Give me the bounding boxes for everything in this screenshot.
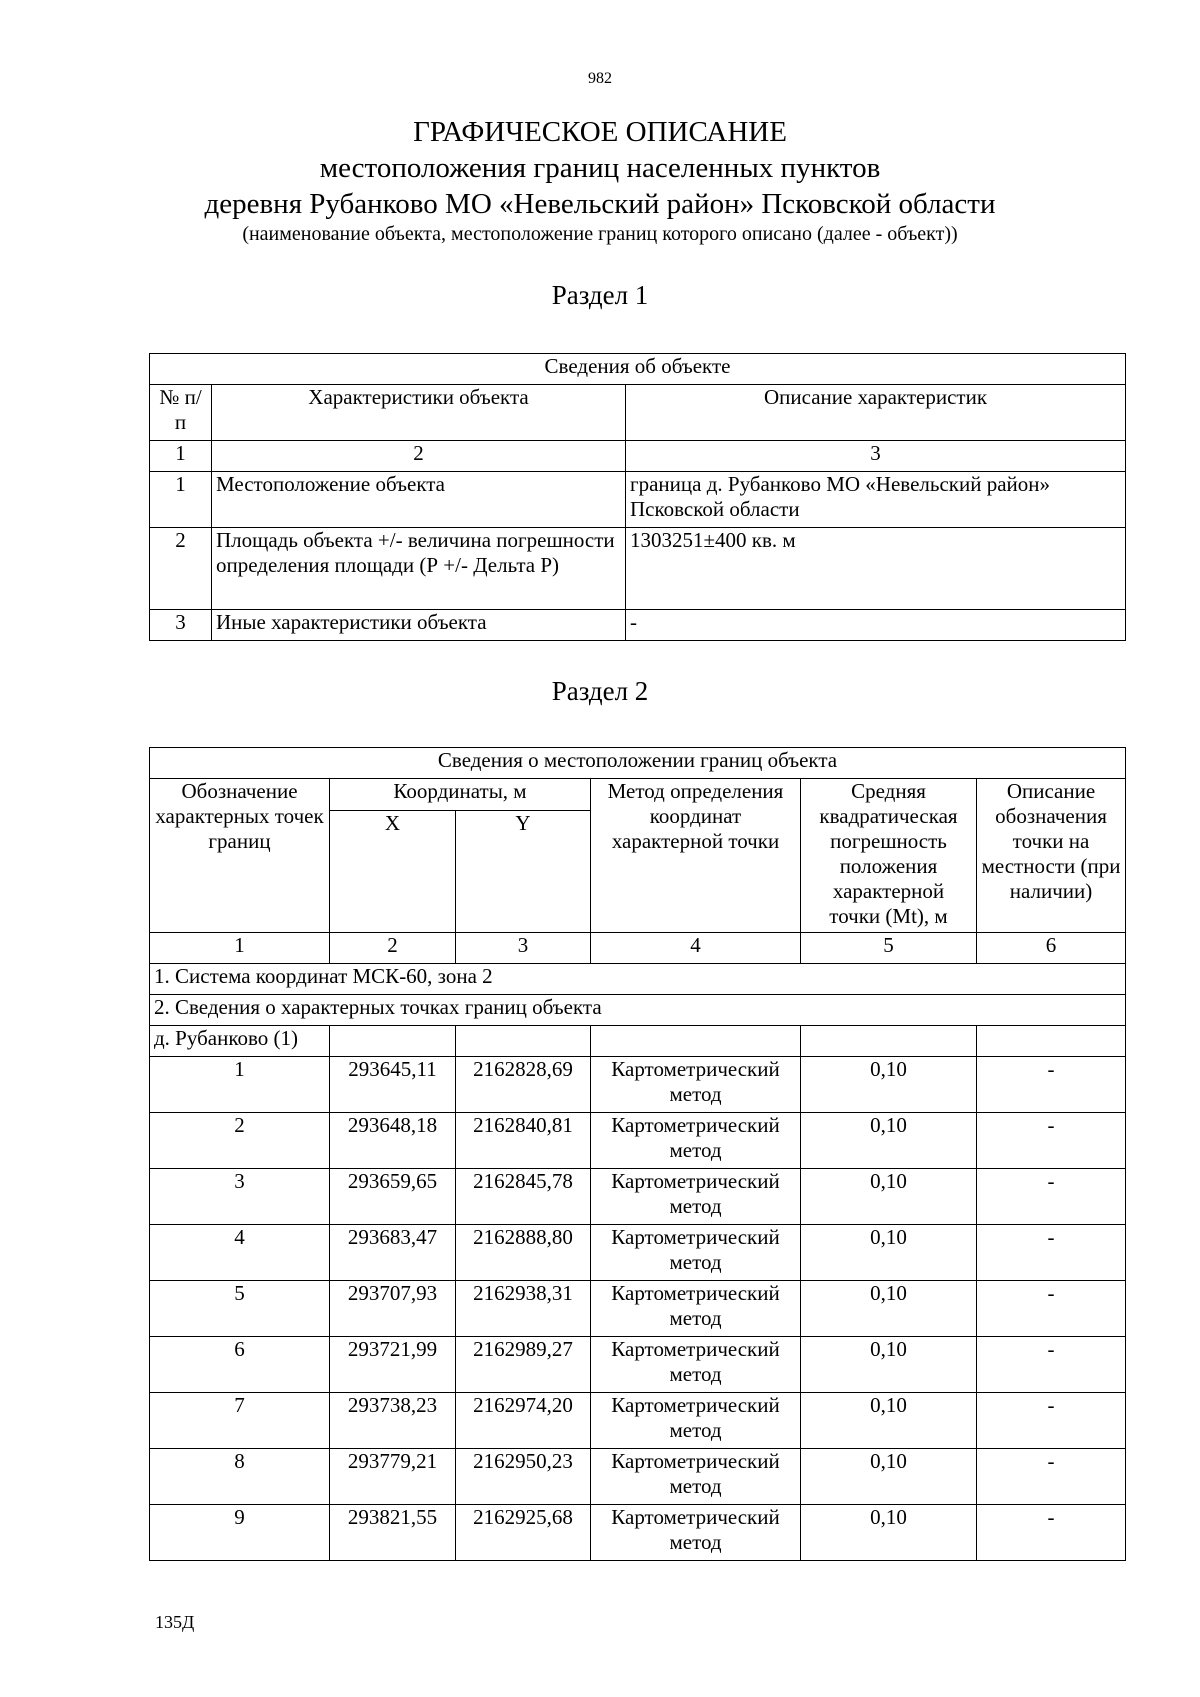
col-number: 2	[212, 441, 626, 472]
error-value: 0,10	[801, 1225, 977, 1281]
point-description: -	[977, 1113, 1126, 1169]
coord-y: 2162938,31	[456, 1281, 591, 1337]
point-number: 2	[150, 1113, 330, 1169]
point-description: -	[977, 1281, 1126, 1337]
error-value: 0,10	[801, 1393, 977, 1449]
header-x: X	[330, 811, 456, 933]
col-number: 4	[591, 933, 801, 964]
method: Картометрический метод	[591, 1449, 801, 1505]
header-point: Обозначение характерных точек границ	[150, 779, 330, 933]
header-error: Средняя квадратическая погрешность положения характерной точки (Mt), м	[801, 779, 977, 933]
table-title: Сведения об объекте	[150, 354, 1126, 385]
title-line-3: деревня Рубанково МО «Невельский район» Псковской области	[204, 188, 996, 220]
method: Картометрический метод	[591, 1393, 801, 1449]
header-desc: Описание обозначения точки на местности (при наличии)	[977, 779, 1126, 933]
col-number: 2	[330, 933, 456, 964]
point-description: -	[977, 1393, 1126, 1449]
footer-code: 135Д	[155, 1612, 195, 1632]
col-number: 1	[150, 441, 212, 472]
coord-x: 293683,47	[330, 1225, 456, 1281]
table-row	[150, 610, 1126, 641]
coord-x: 293738,23	[330, 1393, 456, 1449]
col-number: 1	[150, 933, 330, 964]
coord-y: 2162845,78	[456, 1169, 591, 1225]
coord-y: 2162925,68	[456, 1505, 591, 1561]
row-num: 2	[150, 528, 212, 610]
row-characteristic: Площадь объекта +/- величина погрешности определения площади (Р +/- Дельта Р)	[212, 528, 626, 610]
method: Картометрический метод	[591, 1225, 801, 1281]
table-title: Сведения о местоположении границ объекта	[150, 748, 1126, 779]
table-row	[150, 1113, 1126, 1169]
row-description: -	[626, 610, 1126, 641]
point-number: 4	[150, 1225, 330, 1281]
point-description: -	[977, 1337, 1126, 1393]
error-value: 0,10	[801, 1281, 977, 1337]
coord-x: 293821,55	[330, 1505, 456, 1561]
point-number: 1	[150, 1057, 330, 1113]
table-row	[150, 1281, 1126, 1337]
table-row	[150, 1449, 1126, 1505]
group-label: д. Рубанково (1)	[150, 1026, 330, 1057]
coord-y: 2162888,80	[456, 1225, 591, 1281]
col-number: 6	[977, 933, 1126, 964]
row-characteristic: Иные характеристики объекта	[212, 610, 626, 641]
point-number: 9	[150, 1505, 330, 1561]
point-number: 3	[150, 1169, 330, 1225]
document-title	[0, 114, 1200, 246]
row-description: 1303251±400 кв. м	[626, 528, 1126, 610]
error-value: 0,10	[801, 1057, 977, 1113]
method: Картометрический метод	[591, 1505, 801, 1561]
header-description: Описание характеристик	[626, 385, 1126, 441]
section-1-heading: Раздел 1	[551, 280, 649, 310]
coord-x: 293707,93	[330, 1281, 456, 1337]
point-number: 7	[150, 1393, 330, 1449]
coord-y: 2162840,81	[456, 1113, 591, 1169]
coord-x: 293779,21	[330, 1449, 456, 1505]
table-row	[150, 472, 1126, 528]
coord-y: 2162974,20	[456, 1393, 591, 1449]
boundary-points-table	[149, 747, 1126, 1561]
coord-y: 2162950,23	[456, 1449, 591, 1505]
object-info-table	[149, 353, 1126, 641]
method: Картометрический метод	[591, 1281, 801, 1337]
header-coords: Координаты, м	[330, 779, 591, 811]
row-description: граница д. Рубанково МО «Невельский район» Псковской области	[626, 472, 1126, 528]
row-num: 1	[150, 472, 212, 528]
coordinate-system-row: 1. Система координат МСК-60, зона 2	[150, 964, 1126, 995]
header-y: Y	[456, 811, 591, 933]
error-value: 0,10	[801, 1449, 977, 1505]
table-row	[150, 1169, 1126, 1225]
coord-x: 293648,18	[330, 1113, 456, 1169]
title-line-1: ГРАФИЧЕСКОЕ ОПИСАНИЕ	[413, 116, 787, 148]
table-row	[150, 1393, 1126, 1449]
point-description: -	[977, 1225, 1126, 1281]
coord-x: 293645,11	[330, 1057, 456, 1113]
points-body	[150, 1057, 1126, 1561]
point-description: -	[977, 1057, 1126, 1113]
table-row	[150, 1505, 1126, 1561]
coord-y: 2162989,27	[456, 1337, 591, 1393]
row-characteristic: Местоположение объекта	[212, 472, 626, 528]
error-value: 0,10	[801, 1113, 977, 1169]
col-number: 5	[801, 933, 977, 964]
coord-x: 293721,99	[330, 1337, 456, 1393]
coord-x: 293659,65	[330, 1169, 456, 1225]
point-description: -	[977, 1505, 1126, 1561]
page-number: 982	[588, 70, 612, 87]
error-value: 0,10	[801, 1505, 977, 1561]
method: Картометрический метод	[591, 1169, 801, 1225]
section-2-heading: Раздел 2	[551, 676, 649, 706]
header-method: Метод определения координат характерной точки	[591, 779, 801, 933]
header-num: № п/п	[150, 385, 212, 441]
point-number: 6	[150, 1337, 330, 1393]
point-description: -	[977, 1449, 1126, 1505]
error-value: 0,10	[801, 1169, 977, 1225]
title-note: (наименование объекта, местоположение границ которого описано (далее - объект))	[242, 223, 958, 245]
method: Картометрический метод	[591, 1113, 801, 1169]
col-number: 3	[456, 933, 591, 964]
table-row	[150, 528, 1126, 610]
coord-y: 2162828,69	[456, 1057, 591, 1113]
col-number: 3	[626, 441, 1126, 472]
table-row	[150, 1337, 1126, 1393]
method: Картометрический метод	[591, 1337, 801, 1393]
header-characteristic: Характеристики объекта	[212, 385, 626, 441]
method: Картометрический метод	[591, 1057, 801, 1113]
title-line-2: местоположения границ населенных пунктов	[319, 152, 881, 184]
points-info-row: 2. Сведения о характерных точках границ объекта	[150, 995, 1126, 1026]
row-num: 3	[150, 610, 212, 641]
point-number: 8	[150, 1449, 330, 1505]
point-description: -	[977, 1169, 1126, 1225]
point-number: 5	[150, 1281, 330, 1337]
table-row	[150, 1057, 1126, 1113]
table-row	[150, 1225, 1126, 1281]
error-value: 0,10	[801, 1337, 977, 1393]
